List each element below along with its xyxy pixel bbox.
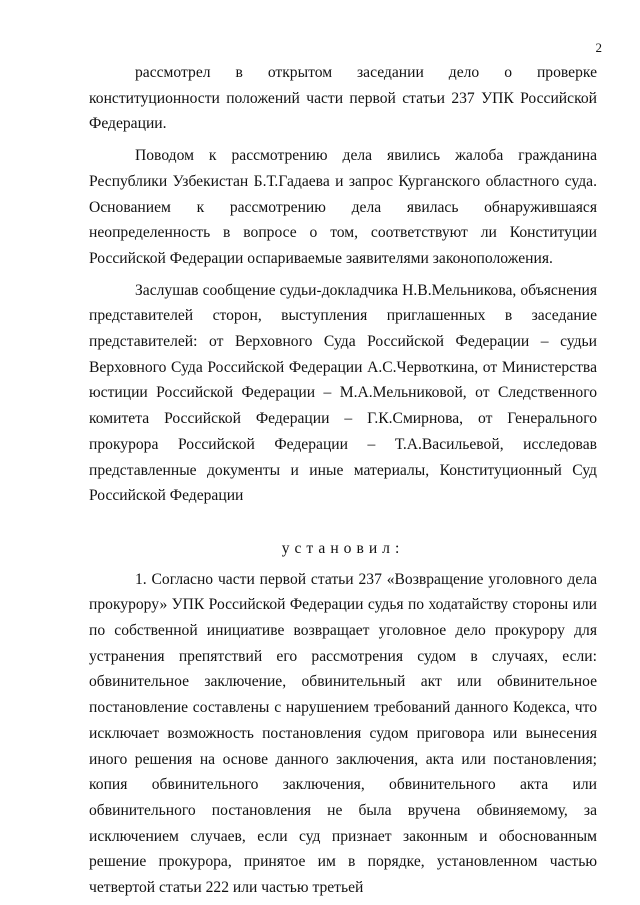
paragraph-grounds: Поводом к рассмотрению дела явились жалоба гражданина Республики Узбекистан Б.Т.Гадаева и запрос Курганского областного суда. Основанием к рассмотрению дела явилась обнаружившаяся неопределенность в вопросе о том, соответствуют ли Конституции Российской Федерации оспариваемые заявителями законоположения. <box>89 147 597 267</box>
paragraph-point-1: 1. Согласно части первой статьи 237 «Возвращение уголовного дела прокурору» УПК Российской Федерации судья по ходатайству стороны или по собственной инициативе возвращает уголовное дело прокурору для устранения препятствий его рассмотрения судом в случаях, если: обвинительное заключение, обвинительный акт или обвинительное постановление составлены с нарушением требований данного Кодекса, что исключает возможность постановления судом приговора или вынесения иного решения на основе данного заключения, акта или постановления; копия обвинительного заключения, обвинительного акта или обвинительного постановления не была вручена обвиняемому, за исключением случаев, если суд признает законным и обоснованным решение прокурора, принятое им в порядке, установленном частью четвертой статьи 222 или частью третьей <box>89 570 597 897</box>
document-body <box>89 60 597 901</box>
paragraph-subject: рассмотрел в открытом заседании дело о проверке конституционности положений части первой статьи 237 УПК Российской Федерации. <box>89 64 597 133</box>
page-number: 2 <box>595 40 602 55</box>
section-heading: установил: <box>281 539 405 557</box>
paragraph-hearing: Заслушав сообщение судьи-докладчика Н.В.Мельникова, объяснения представителей сторон, выступления приглашенных в заседание представителей: от Верховного Суда Российской Федерации – судьи Верховного Суда Российской Федерации А.С.Червоткина, от Министерства юстиции Российской Федерации – М.А.Мельниковой, от Следственного комитета Российской Федерации – Г.К.Смирнова, от Генерального прокурора Российской Федерации – Т.А.Васильевой, исследовав представленные документы и иные материалы, Конституционный Суд Российской Федерации <box>89 281 597 505</box>
